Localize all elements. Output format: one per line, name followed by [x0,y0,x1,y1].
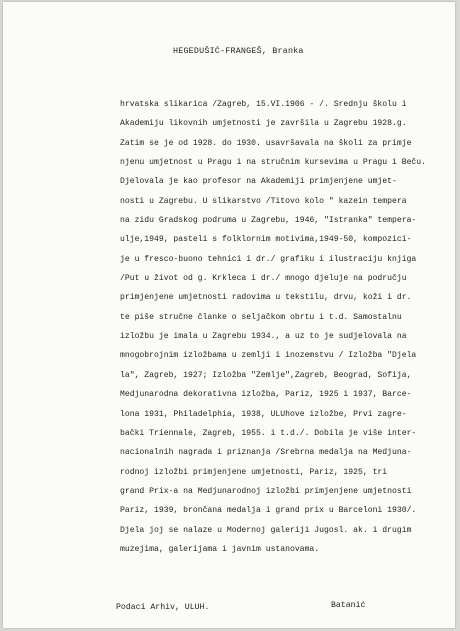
body-line: Djelovala je kao profesor na Akademiji primjenjene umjet- [120,177,397,187]
body-line: na zidu Gradskog podruma u Zagrebu, 1946, "Istranka" tempera- [120,216,417,226]
footer-author: Batanić [331,601,366,610]
body-line: njenu umjetnost u Pragu i na stručnim kursevima u Pragu i Beču. [120,158,426,168]
body-line: la", Zagreb, 1927; Izložba "Zemlje",Zagreb, Beograd, Sofija, [120,370,412,380]
body-line: Djela joj se nalaze u Modernoj galeriji Jugosl. ak. i drugim [120,525,412,535]
body-line: Zatim se je od 1928. do 1930. usavršavala na školi za primje [120,138,412,148]
body-line: izložbu je imala u Zagrebu 1934., a uz to je sudjelovala na [120,332,407,342]
body-line: je u fresco-buono tehnici i dr./ grafiku i ilustraciju knjiga [120,254,417,264]
document-page [3,2,455,628]
body-line: Medjunarodna dekorativna izložba, Pariz, 1925 i 1937, Barce- [120,390,412,400]
body-line: hrvatska slikarica /Zagreb, 15.VI.1906 - /. Srednju školu i [120,100,407,109]
document-title: HEGEDUŠIĆ-FRANGEŠ, Branka [173,46,304,56]
footer-source: Podaci Arhiv, ULUH. [116,603,210,612]
document-body [120,95,450,559]
body-line: mnogobrojnim izložbama u zemlji i inozemstvu / Izložba "Djela [120,351,417,361]
body-line: bački Triennale, Zagreb, 1955. i t.d./. Dobila je više inter- [120,428,417,438]
body-line: grand Prix-a na Medjunarodnoj izložbi primjenjene umjetnosti [120,486,412,496]
body-line: muzejima, galerijama i javnim ustanovama. [120,544,320,554]
body-line: nosti u Zagrebu. U slikarstvo /Titovo kolo " kazein tempera [120,196,407,206]
body-line: nacionalnih nagrada i priznanja /Srebrna medalja na Medjuna- [120,448,412,458]
body-line: lona 1931, Philadelphia, 1938, ULUhove izložbe, Prvi zagre- [120,409,407,419]
body-line: te piše stručne članke o seljačkom obrtu i t.d. Samostalnu [120,312,402,322]
body-line: rodnoj izložbi primjenjene umjetnosti, Pariz, 1925, tri [120,467,388,477]
body-line: Akademiju likovnih umjetnosti je završila u Zagrebu 1928.g. [120,119,407,129]
body-line: /Put u život od g. Krkleca i dr./ mnogo djeluje na području [120,274,407,284]
body-line: ulje,1949, pasteli s folklornim motivima,1949-50, kompozici- [120,235,412,245]
body-line: Pariz, 1939, brončana medalja i grand prix u Barceloni 1930/. [120,506,417,516]
body-line: primjenjene umjetnosti radovima u tekstilu, drvu, koži i dr. [120,293,412,303]
